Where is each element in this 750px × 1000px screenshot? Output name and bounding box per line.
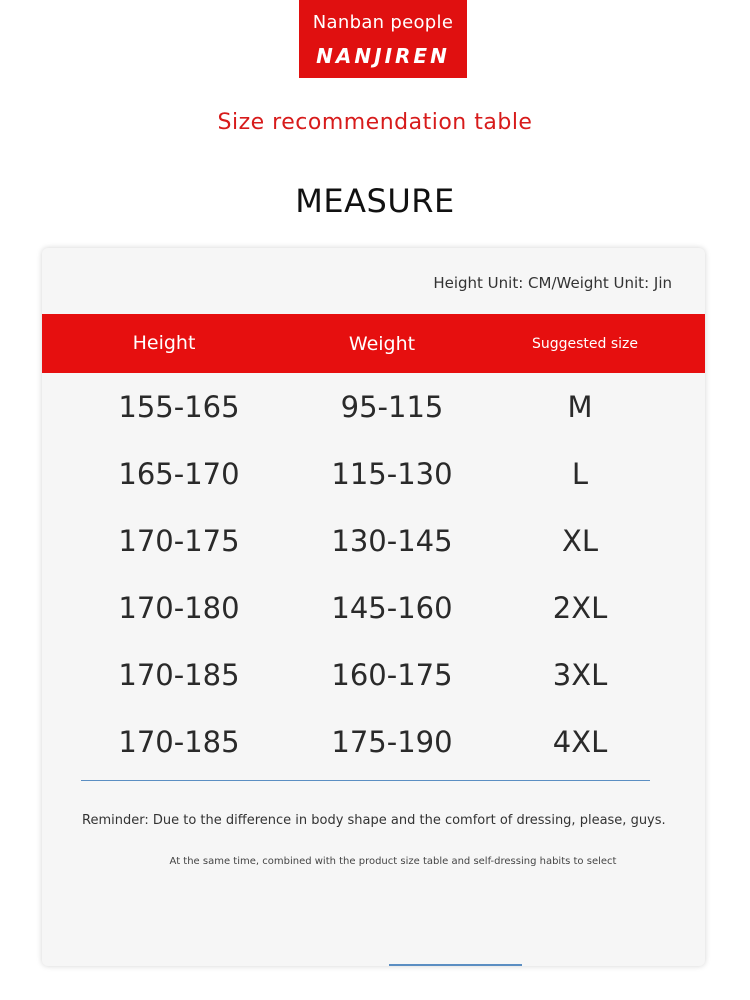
reminder-text-secondary: At the same time, combined with the product size table and self-dressing habits to select (169, 856, 617, 867)
header-suggested-size: Suggested size (531, 336, 639, 352)
table-row (42, 374, 705, 441)
reminder-text: Reminder: Due to the difference in body shape and the comfort of dressing, please, guys. (82, 813, 666, 828)
table-row (42, 575, 705, 642)
cell-size: 3XL (552, 658, 608, 692)
table-row (42, 709, 705, 776)
bottom-accent-line (389, 964, 522, 966)
cell-height: 170-185 (118, 658, 240, 692)
header-weight: Weight (348, 333, 416, 355)
cell-size: 4XL (552, 725, 608, 759)
table-row (42, 441, 705, 508)
cell-height: 155-165 (118, 390, 240, 424)
table-row (42, 642, 705, 709)
table-divider (81, 780, 650, 781)
brand-name: Nanban people (312, 12, 454, 33)
cell-size: L (571, 457, 589, 491)
cell-height: 170-180 (118, 591, 240, 625)
table-header (42, 314, 705, 373)
unit-note: Height Unit: CM/Weight Unit: Jin (433, 274, 672, 292)
cell-weight: 145-160 (331, 591, 453, 625)
cell-weight: 130-145 (331, 524, 453, 558)
brand-wordmark: NANJIREN (316, 44, 450, 68)
cell-size: 2XL (552, 591, 608, 625)
cell-size: M (567, 390, 593, 424)
cell-height: 170-175 (118, 524, 240, 558)
header-height: Height (132, 332, 196, 354)
cell-height: 170-185 (118, 725, 240, 759)
cell-size: XL (561, 524, 599, 558)
page-subtitle: Size recommendation table (217, 110, 533, 135)
cell-weight: 175-190 (331, 725, 453, 759)
cell-height: 165-170 (118, 457, 240, 491)
table-row (42, 508, 705, 575)
cell-weight: 115-130 (331, 457, 453, 491)
cell-weight: 95-115 (340, 390, 444, 424)
cell-weight: 160-175 (331, 658, 453, 692)
brand-logo (299, 0, 467, 78)
section-title: MEASURE (295, 182, 455, 220)
